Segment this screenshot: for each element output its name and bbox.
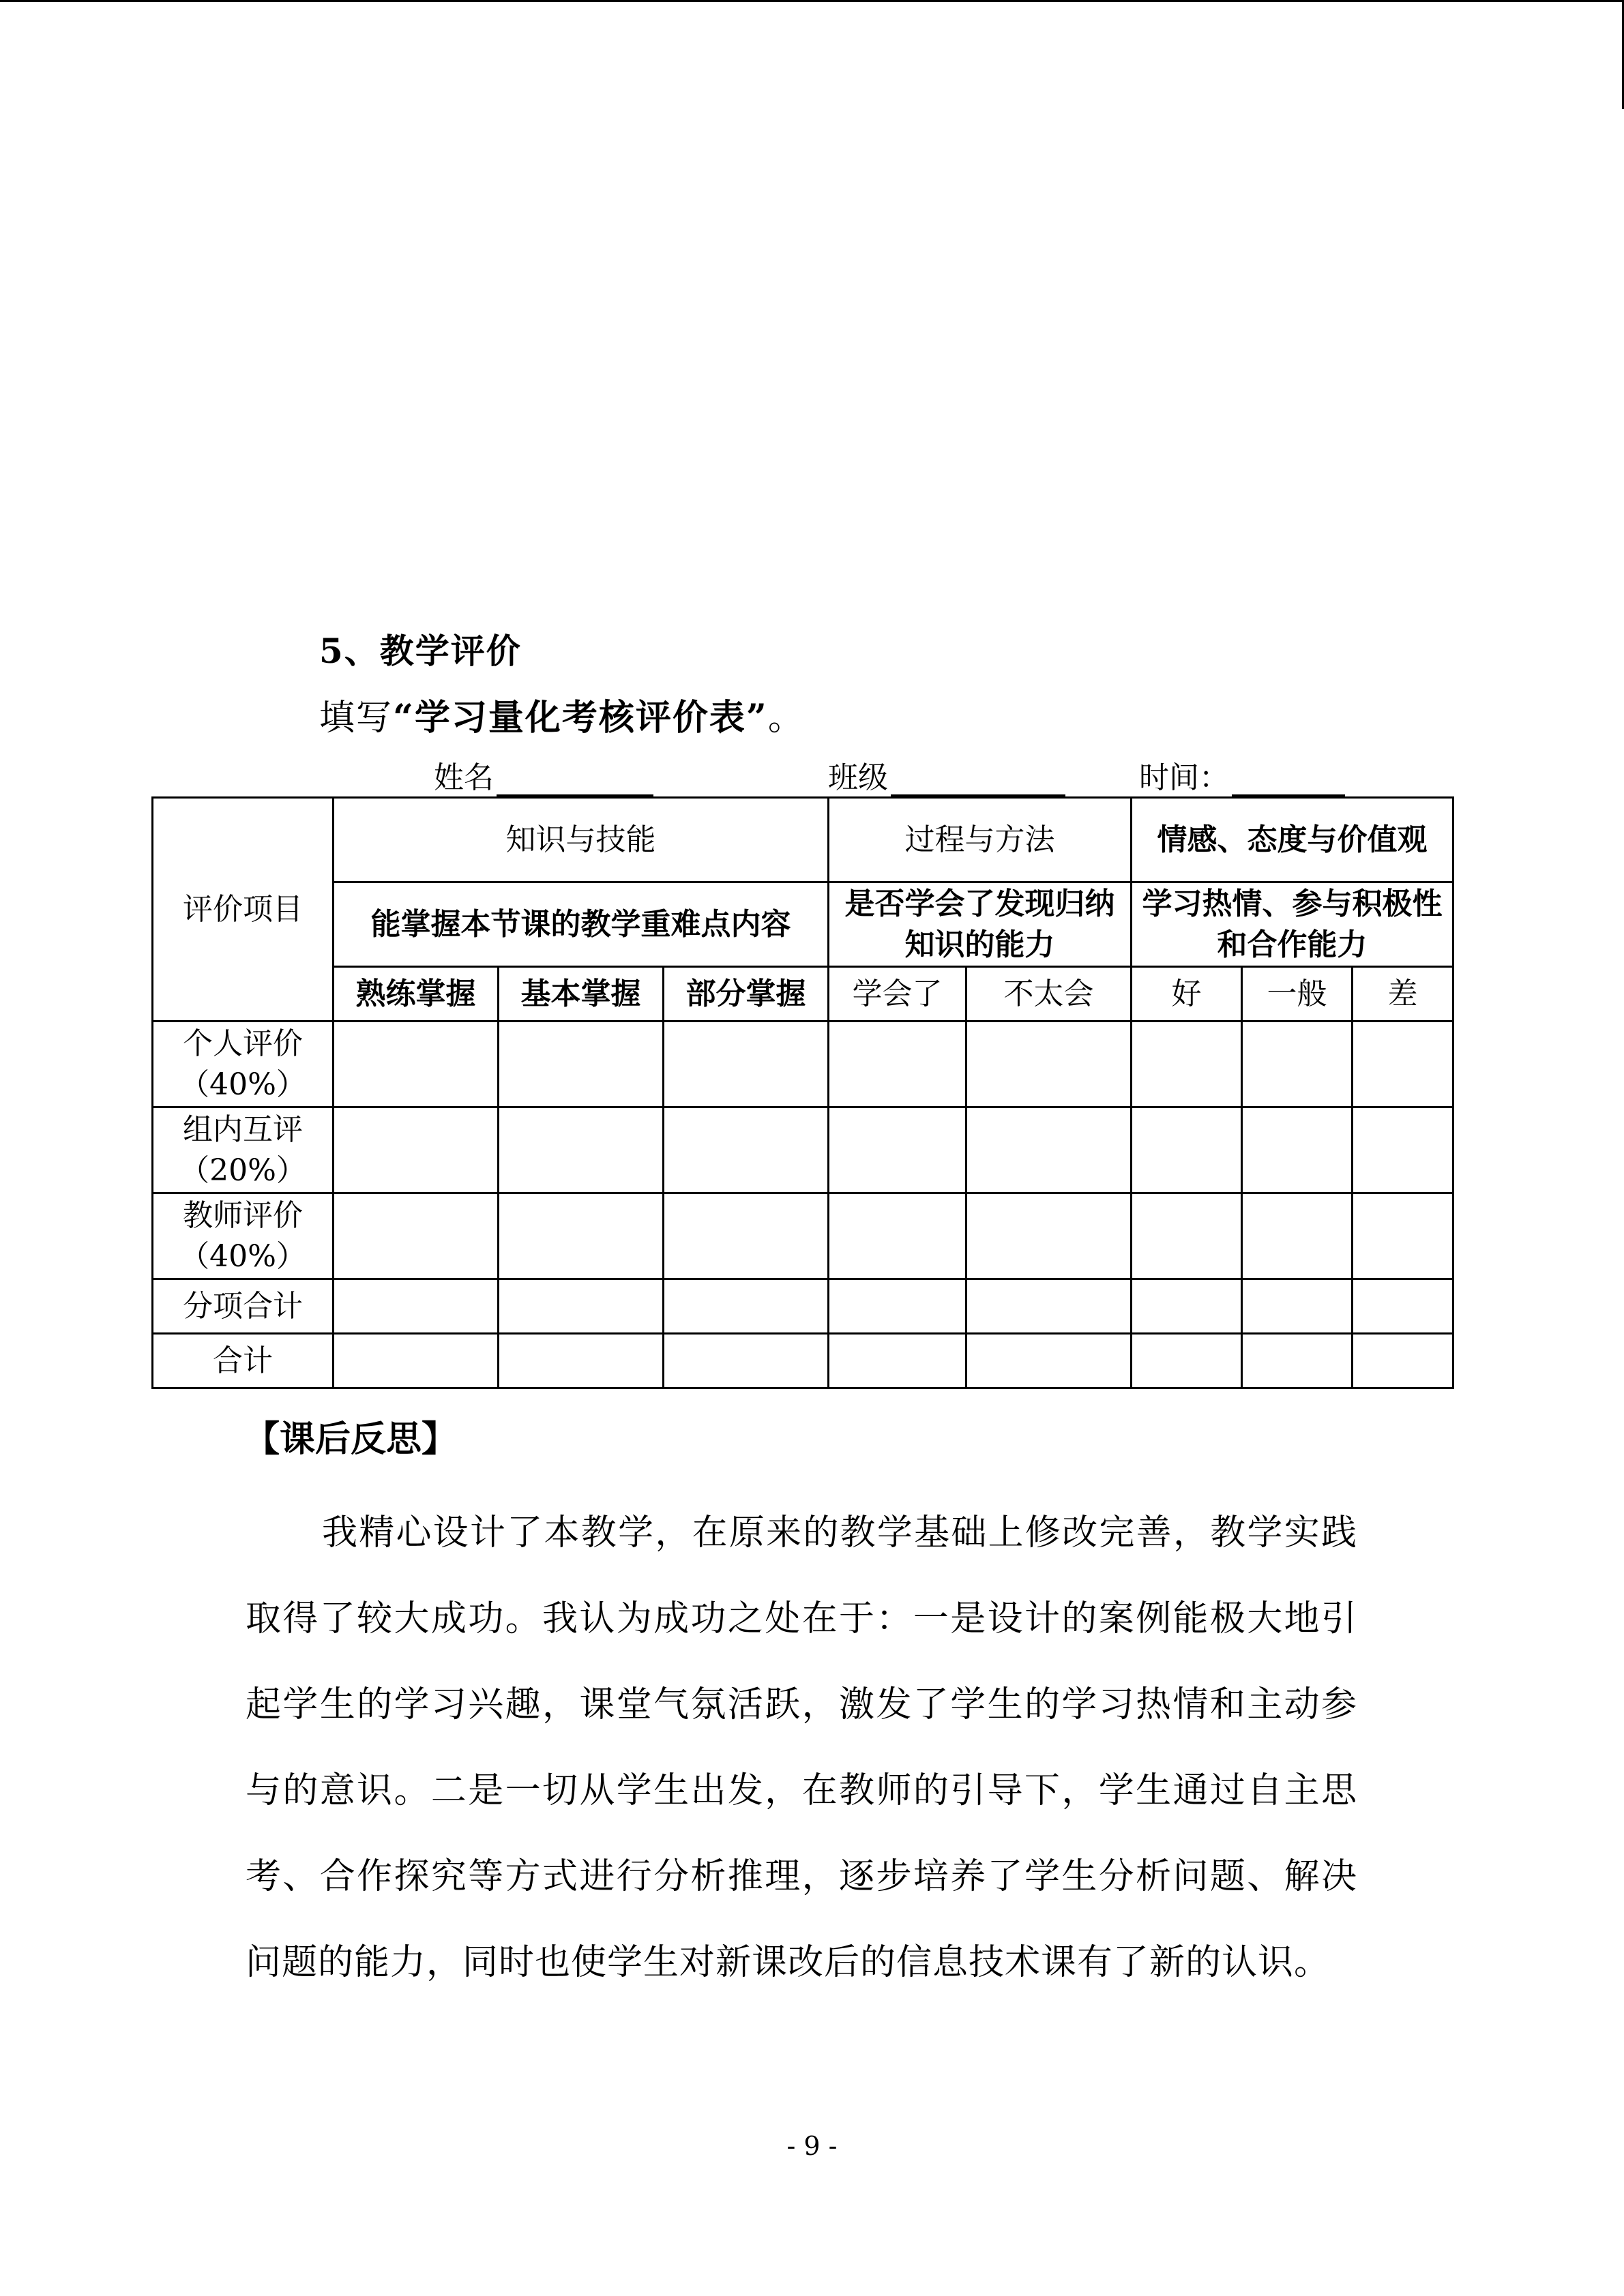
time-label: 时间：: [1139, 760, 1229, 795]
row-label-cell: [153, 1193, 334, 1279]
score-cell[interactable]: [499, 1279, 664, 1334]
time-blank[interactable]: [1232, 764, 1345, 796]
score-cell[interactable]: [334, 1107, 499, 1193]
score-cell[interactable]: [1353, 1279, 1453, 1334]
score-cell[interactable]: [966, 1107, 1132, 1193]
score-cell[interactable]: [499, 1193, 664, 1279]
score-cell[interactable]: [1242, 1107, 1353, 1193]
score-cell[interactable]: [1242, 1279, 1353, 1334]
page-top-border: [0, 0, 1624, 2]
row-label: 教师评价: [183, 1198, 303, 1234]
name-blank[interactable]: [497, 764, 653, 796]
score-cell[interactable]: [499, 1022, 664, 1107]
section-heading: 5、教学评价: [319, 631, 522, 671]
score-cell[interactable]: [966, 1334, 1132, 1388]
level-cell: 不太会: [966, 967, 1132, 1022]
score-cell[interactable]: [334, 1334, 499, 1388]
group-knowledge-skills: 知识与技能: [334, 798, 829, 882]
score-cell[interactable]: [664, 1107, 829, 1193]
score-cell[interactable]: [829, 1334, 966, 1388]
score-cell[interactable]: [664, 1279, 829, 1334]
instruction-line: [319, 689, 805, 740]
score-cell[interactable]: [1353, 1022, 1453, 1107]
subgroup-emotion: 学习热情、参与积极性和合作能力: [1132, 882, 1453, 967]
row-weight: （20%）: [179, 1152, 306, 1188]
row-label-cell: 合计: [153, 1334, 334, 1388]
table-header-row-groups: [153, 798, 1453, 882]
score-cell[interactable]: [966, 1022, 1132, 1107]
table-row: [153, 1334, 1453, 1388]
level-cell: 好: [1132, 967, 1242, 1022]
score-cell[interactable]: [1353, 1107, 1453, 1193]
row-label: 个人评价: [183, 1026, 303, 1062]
score-cell[interactable]: [966, 1279, 1132, 1334]
score-cell[interactable]: [1353, 1334, 1453, 1388]
score-cell[interactable]: [664, 1022, 829, 1107]
table-header-row-levels: [153, 967, 1453, 1022]
row-label: 组内互评: [183, 1112, 303, 1148]
table-row: [153, 1022, 1453, 1107]
name-field: [434, 753, 653, 796]
row-header-cell: 评价项目: [153, 798, 334, 1022]
score-cell[interactable]: [829, 1107, 966, 1193]
table-row: [153, 1279, 1453, 1334]
evaluation-table: [151, 796, 1454, 1389]
table-row: [153, 1193, 1453, 1279]
score-cell[interactable]: [664, 1193, 829, 1279]
row-label-cell: [153, 1107, 334, 1193]
instruction-prefix: 填写: [319, 698, 394, 739]
score-cell[interactable]: [829, 1279, 966, 1334]
score-cell[interactable]: [829, 1193, 966, 1279]
table-header-row-subgroups: [153, 882, 1453, 967]
score-cell[interactable]: [1242, 1193, 1353, 1279]
score-cell[interactable]: [664, 1334, 829, 1388]
level-cell: 基本掌握: [499, 967, 664, 1022]
class-blank[interactable]: [891, 764, 1065, 796]
subgroup-process: 是否学会了发现归纳知识的能力: [829, 882, 1132, 967]
table-row: [153, 1107, 1453, 1193]
score-cell[interactable]: [1132, 1193, 1242, 1279]
score-cell[interactable]: [1132, 1022, 1242, 1107]
score-cell[interactable]: [966, 1193, 1132, 1279]
instruction-quoted-title: “学习量化考核评价表”: [393, 697, 768, 739]
form-fields-row: [0, 753, 1624, 794]
level-cell: 一般: [1242, 967, 1353, 1022]
score-cell[interactable]: [334, 1279, 499, 1334]
group-process-method: 过程与方法: [829, 798, 1132, 882]
class-field: [828, 753, 1065, 796]
time-field: [1139, 753, 1345, 796]
score-cell[interactable]: [1242, 1334, 1353, 1388]
reflection-paragraph: 我精心设计了本教学，在原来的教学基础上修改完善，教学实践取得了较大成功。我认为成功之处在于：一是设计的案例能极大地引起学生的学习兴趣，课堂气氛活跃，激发了学生的学习热情和主动参与的意识。二是一切从学生出发，在教师的引导下，学生通过自主思考、合作探究等方式进行分析推理，逐步培养了学生分析问题、解决问题的能力，同时也使学生对新课改后的信息技术课有了新的认识。: [246, 1512, 1357, 1983]
row-label-cell: [153, 1022, 334, 1107]
row-weight: （40%）: [179, 1067, 306, 1102]
class-label: 班级: [828, 760, 888, 795]
level-cell: 部分掌握: [664, 967, 829, 1022]
reflection-title: 【课后反思】: [244, 1418, 458, 1460]
score-cell[interactable]: [829, 1022, 966, 1107]
row-label-cell: 分项合计: [153, 1279, 334, 1334]
score-cell[interactable]: [1353, 1193, 1453, 1279]
score-cell[interactable]: [499, 1334, 664, 1388]
level-cell: 熟练掌握: [334, 967, 499, 1022]
level-cell: 学会了: [829, 967, 966, 1022]
name-label: 姓名: [434, 760, 494, 795]
row-weight: （40%）: [179, 1238, 306, 1274]
score-cell[interactable]: [1132, 1334, 1242, 1388]
score-cell[interactable]: [1132, 1279, 1242, 1334]
page-number: - 9 -: [786, 2131, 838, 2161]
subgroup-knowledge: 能掌握本节课的教学重难点内容: [334, 882, 829, 967]
group-emotion-attitude: 情感、态度与价值观: [1132, 798, 1453, 882]
level-cell: 差: [1353, 967, 1453, 1022]
score-cell[interactable]: [334, 1022, 499, 1107]
score-cell[interactable]: [499, 1107, 664, 1193]
score-cell[interactable]: [334, 1193, 499, 1279]
instruction-suffix: 。: [767, 698, 805, 739]
score-cell[interactable]: [1242, 1022, 1353, 1107]
score-cell[interactable]: [1132, 1107, 1242, 1193]
